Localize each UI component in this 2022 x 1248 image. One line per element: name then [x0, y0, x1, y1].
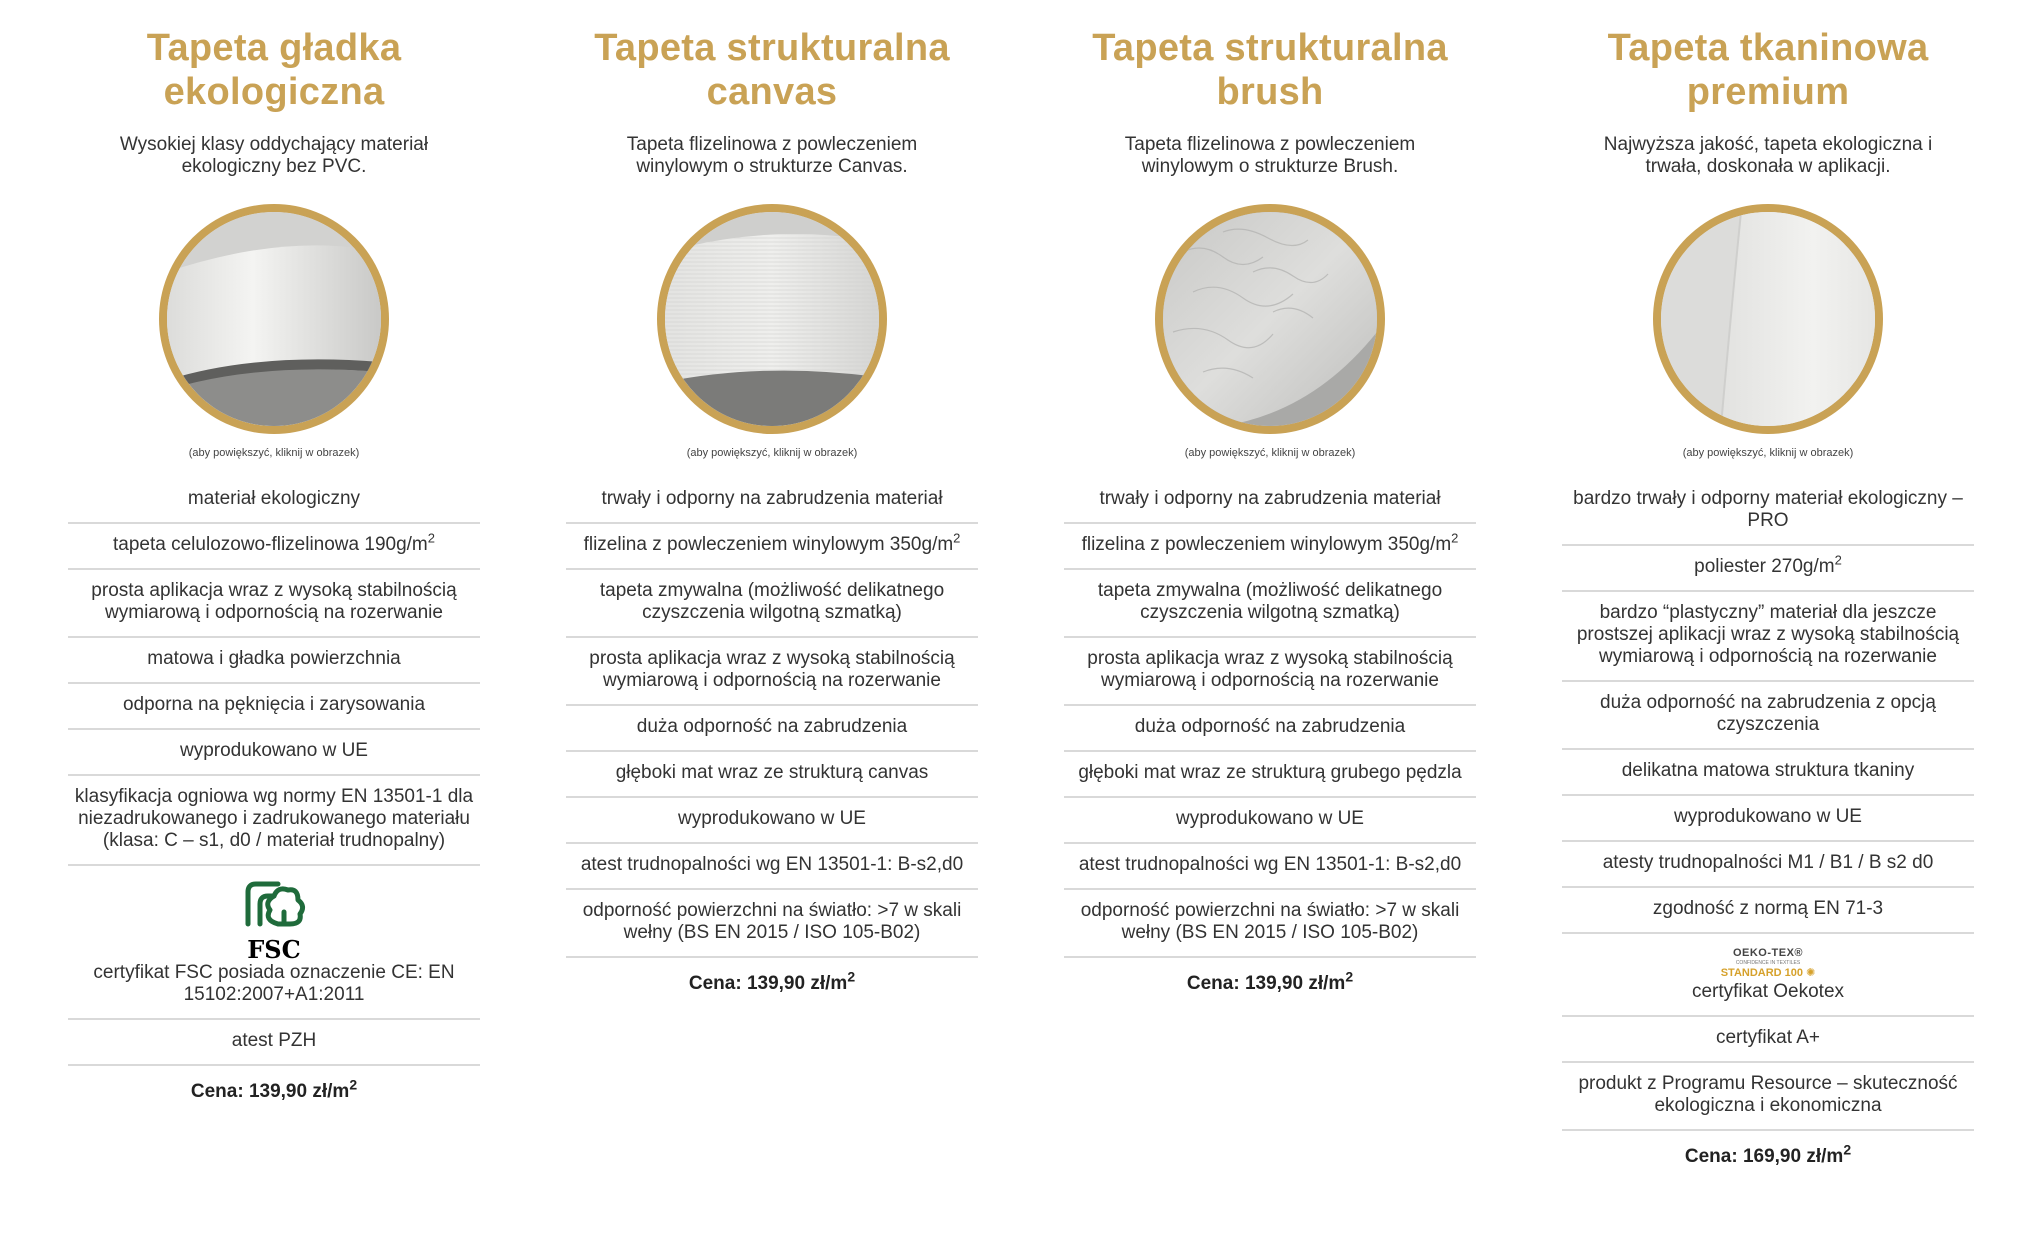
- product-image-link[interactable]: [1653, 204, 1883, 434]
- title-line-1: Tapeta gładka: [146, 27, 402, 69]
- feature-item: prosta aplikacja wraz z wysoką stabilnością wymiarową i odpornością na rozerwanie: [68, 570, 480, 638]
- feature-item: atest PZH: [68, 1020, 480, 1066]
- product-image[interactable]: [1653, 204, 1883, 434]
- feature-list: [1064, 478, 1476, 958]
- feature-item: wyprodukowano w UE: [1562, 796, 1974, 842]
- feature-item: certyfikat A+: [1562, 1017, 1974, 1063]
- feature-item: atest trudnopalności wg EN 13501-1: B-s2,d0: [1064, 844, 1476, 890]
- product-column-brush: [1064, 0, 1476, 996]
- zoom-hint: (aby powiększyć, kliknij w obrazek): [1682, 447, 1854, 459]
- price: Cena: 139,90 $zł/m^2$: [190, 1076, 358, 1102]
- product-title: [566, 26, 978, 114]
- feature-item: trwały i odporny na zabrudzenia materiał: [566, 478, 978, 524]
- feature-item: produkt z Programu Resource – skuteczność ekologiczna i ekonomiczna: [1562, 1063, 1974, 1131]
- oeko-tex-logo: [1721, 948, 1816, 978]
- title-line-1: Tapeta strukturalna: [1092, 27, 1448, 69]
- certificate-block: [68, 866, 480, 1020]
- product-image-link[interactable]: [657, 204, 887, 434]
- title-line-2: brush: [1216, 71, 1324, 113]
- feature-item: materiał ekologiczny: [68, 478, 480, 524]
- feature-item: prosta aplikacja wraz z wysoką stabilnością wymiarową i odpornością na rozerwanie: [1064, 638, 1476, 706]
- feature-item: duża odporność na zabrudzenia: [1064, 706, 1476, 752]
- feature-item: flizelina z powleczeniem winylowym $350g/m^2$: [1064, 524, 1476, 570]
- title-line-1: Tapeta strukturalna: [594, 27, 950, 69]
- product-column-premium: [1562, 0, 1974, 1169]
- product-title: [68, 26, 480, 114]
- product-image[interactable]: [159, 204, 389, 434]
- product-description: Najwyższa jakość, tapeta ekologiczna i trwała, doskonała w aplikacji.: [1603, 134, 1933, 177]
- feature-item: wyprodukowano w UE: [1064, 798, 1476, 844]
- feature-item: tapeta zmywalna (możliwość delikatnego czyszczenia wilgotną szmatką): [1064, 570, 1476, 638]
- feature-item: bardzo trwały i odporny materiał ekologiczny – PRO: [1562, 478, 1974, 546]
- feature-item: atest trudnopalności wg EN 13501-1: B-s2,d0: [566, 844, 978, 890]
- feature-item: klasyfikacja ogniowa wg normy EN 13501-1 dla niezadrukowanego i zadrukowanego materiału (klasa: C – s1, d0 / materiał trudnopalny): [68, 776, 480, 866]
- product-image-link[interactable]: [159, 204, 389, 434]
- zoom-hint: (aby powiększyć, kliknij w obrazek): [686, 447, 858, 459]
- feature-list: [68, 478, 480, 1066]
- oeko-tex-logo-top: OEKO-TEX®: [1732, 947, 1804, 959]
- feature-item: odporność powierzchni na światło: >7 w skali wełny (BS EN 2015 / ISO 105-B02): [566, 890, 978, 958]
- product-image[interactable]: [657, 204, 887, 434]
- certificate-block: [1562, 934, 1974, 1017]
- sun-icon: ✺: [1806, 967, 1816, 979]
- zoom-hint: (aby powiększyć, kliknij w obrazek): [1184, 447, 1356, 459]
- feature-item: poliester $270g/m^2$: [1562, 546, 1974, 592]
- title-line-2: canvas: [706, 71, 838, 113]
- oeko-tex-logo-sub: CONFIDENCE IN TEXTILES: [1735, 960, 1801, 966]
- feature-item: flizelina z powleczeniem winylowym $350g/m^2$: [566, 524, 978, 570]
- feature-item: atesty trudnopalności M1 / B1 / B s2 d0: [1562, 842, 1974, 888]
- certificate-text: certyfikat Oekotex: [1691, 981, 1845, 1002]
- feature-item: matowa i gładka powierzchnia: [68, 638, 480, 684]
- product-description: Tapeta flizelinowa z powleczeniem winylowym o strukturze Brush.: [1124, 134, 1416, 177]
- price: Cena: 139,90 $zł/m^2$: [1186, 968, 1354, 994]
- feature-item: głęboki mat wraz ze strukturą grubego pędzla: [1064, 752, 1476, 798]
- feature-item: odporność powierzchni na światło: >7 w skali wełny (BS EN 2015 / ISO 105-B02): [1064, 890, 1476, 958]
- zoom-hint: (aby powiększyć, kliknij w obrazek): [188, 447, 360, 459]
- feature-item: tapeta celulozowo-flizelinowa $190g/m^2$: [68, 524, 480, 570]
- feature-item: bardzo “plastyczny” materiał dla jeszcze prostszej aplikacji wraz z wysoką stabilnością wymiarową i odpornością na rozerwanie: [1562, 592, 1974, 682]
- fsc-label: FSC: [247, 935, 301, 962]
- feature-item: wyprodukowano w UE: [68, 730, 480, 776]
- oeko-tex-logo-standard: STANDARD 100 ✺: [1720, 967, 1816, 979]
- product-title: [1562, 26, 1974, 114]
- feature-item: tapeta zmywalna (możliwość delikatnego czyszczenia wilgotną szmatką): [566, 570, 978, 638]
- product-column-canvas: [566, 0, 978, 996]
- feature-item: wyprodukowano w UE: [566, 798, 978, 844]
- feature-list: [566, 478, 978, 958]
- feature-item: odporna na pęknięcia i zarysowania: [68, 684, 480, 730]
- feature-item: prosta aplikacja wraz z wysoką stabilnością wymiarową i odpornością na rozerwanie: [566, 638, 978, 706]
- feature-item: trwały i odporny na zabrudzenia materiał: [1064, 478, 1476, 524]
- product-description: Tapeta flizelinowa z powleczeniem winylowym o strukturze Canvas.: [626, 134, 918, 177]
- product-description: Wysokiej klasy oddychający materiał ekologiczny bez PVC.: [119, 134, 429, 177]
- feature-item: zgodność z normą EN 71-3: [1562, 888, 1974, 934]
- feature-list: [1562, 478, 1974, 1131]
- title-line-1: Tapeta tkaninowa: [1607, 27, 1929, 69]
- price: Cena: 169,90 $zł/m^2$: [1684, 1141, 1852, 1167]
- fsc-logo: [234, 880, 314, 962]
- feature-item: duża odporność na zabrudzenia z opcją czyszczenia: [1562, 682, 1974, 750]
- price: Cena: 139,90 $zł/m^2$: [688, 968, 856, 994]
- product-column-gladka: [68, 0, 480, 1104]
- certificate-text: certyfikat FSC posiada oznaczenie CE: EN 15102:2007+A1:2011: [93, 962, 455, 1005]
- title-line-2: ekologiczna: [163, 71, 385, 113]
- product-title: [1064, 26, 1476, 114]
- feature-item: duża odporność na zabrudzenia: [566, 706, 978, 752]
- title-line-2: premium: [1686, 71, 1850, 113]
- product-image-link[interactable]: [1155, 204, 1385, 434]
- product-image[interactable]: [1155, 204, 1385, 434]
- feature-item: głęboki mat wraz ze strukturą canvas: [566, 752, 978, 798]
- feature-item: delikatna matowa struktura tkaniny: [1562, 750, 1974, 796]
